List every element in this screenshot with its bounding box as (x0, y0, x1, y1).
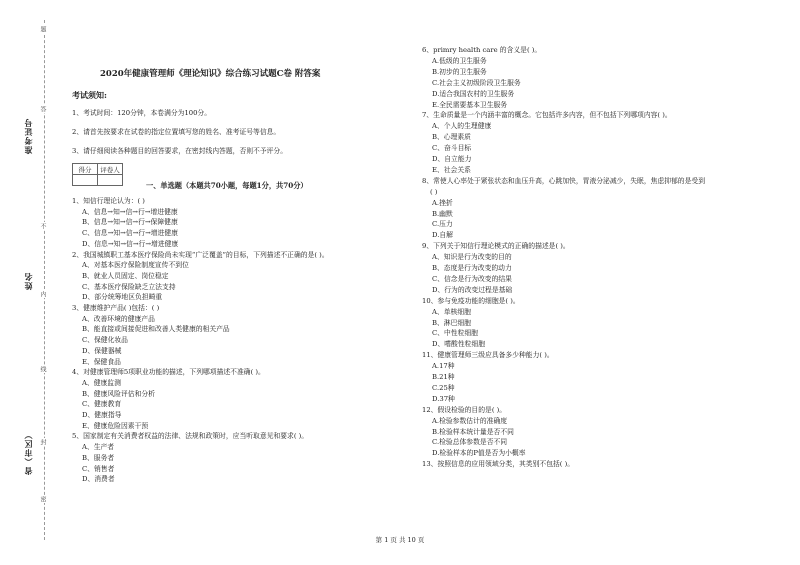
answer-option: D、部分统筹地区负担畸重 (82, 293, 163, 302)
answer-option: E、健康危险因素干预 (82, 421, 149, 430)
answer-option: D、行为的改变过程是基础 (432, 285, 513, 294)
answer-option: C.社会主义初级阶段卫生服务 (432, 78, 521, 87)
answer-option: E、保健食品 (82, 357, 121, 366)
answer-option: D.检验样本的P值是否为小概率 (432, 449, 526, 458)
question-text: 13、按照信息的应用领域分类，其类别不包括( )。 (422, 460, 575, 469)
answer-option: B、心理素质 (432, 133, 471, 142)
question-text: 3、健康维护产品( )包括：( ) (72, 304, 160, 312)
answer-option: A.低级的卫生服务 (432, 56, 487, 65)
answer-option: C、保健化妆品 (82, 336, 128, 345)
seal-mark: 题 (39, 26, 46, 32)
answer-option: A、信息→知→信→行→增进健康 (82, 207, 178, 216)
answer-option: A、单核细胞 (432, 307, 471, 316)
seal-mark: 不 (39, 223, 46, 229)
notice-item: 2、请首先按要求在试卷的指定位置填写您的姓名、准考证号等信息。 (72, 128, 281, 136)
question-text: 11、健康管理师三级应具备多少种能力( )。 (422, 351, 554, 360)
answer-option: B、就业人员固定、岗位稳定 (82, 271, 169, 280)
region-label: 省（市区） (23, 430, 33, 475)
answer-option: A、生产者 (82, 443, 115, 452)
page-footer: 第 1 页 共 10 页 (375, 536, 425, 544)
answer-option: C.25种 (432, 383, 455, 392)
answer-option: A.挫折 (432, 198, 453, 207)
name-label: 姓名 (23, 272, 33, 290)
seal-mark: 密 (39, 496, 46, 502)
question-text: 8、常使人心率处于紧张状态和血压升高，心跳加快，胃液分泌减少，失眠，焦虑抑郁的是受到 (422, 176, 705, 185)
question-text: 6、primry health care 的含义是( )。 (422, 46, 542, 54)
answer-option: D.自解 (432, 231, 453, 240)
answer-option: B.检验样本统计量是否不同 (432, 427, 514, 436)
answer-option: C、信息→知→信→行→增进健康 (82, 229, 178, 238)
question-text: 4、对健康管理师5项职业功能的描述，下列哪项描述不准确( )。 (72, 368, 265, 377)
question-text: 10、参与免疫功能的细胞是( )。 (422, 296, 520, 305)
section-title: 一、单选题（本题共70小题，每题1分，共70分） (146, 181, 308, 190)
answer-option: C、健康教育 (82, 400, 122, 409)
binding-margin (0, 0, 62, 565)
answer-option: C、中性粒细胞 (432, 329, 478, 338)
answer-option: B、态度是行为改变的动力 (432, 264, 512, 272)
answer-option: B、服务者 (82, 453, 115, 462)
answer-option: D.37种 (432, 394, 455, 403)
answer-option: C、奋斗目标 (432, 144, 472, 153)
answer-option: B.21种 (432, 373, 455, 381)
answer-option: E、社会关系 (432, 165, 471, 174)
page-title: 2020年健康管理师《理论知识》综合练习试题C卷 附答案 (100, 69, 321, 79)
answer-option: A、健康监测 (82, 378, 121, 387)
answer-option: B、淋巴细胞 (432, 318, 471, 327)
question-text: 9、下列关于知信行理论模式的正确的描述是( )。 (422, 242, 570, 251)
answer-option: C.检验总体参数是否不同 (432, 438, 508, 447)
grader-cell[interactable] (98, 175, 123, 186)
answer-option: D、保健器械 (82, 346, 122, 355)
answer-option: D、消费者 (82, 475, 115, 484)
answer-option: D、自立能力 (432, 155, 472, 163)
seal-mark: 封 (39, 439, 46, 445)
question-text: 5、国家制定有关消费者权益的法律、法规和政策时，应当听取意见和要求( )。 (72, 432, 309, 441)
answer-option: A.检验参数估计的准确度 (432, 416, 508, 425)
grader-cell-label: 评卷人 (98, 164, 123, 175)
seal-mark: 答 (39, 106, 46, 112)
answer-option: B、能直接或间接促进和改善人类健康的相关产品 (82, 325, 230, 334)
score-box (72, 163, 123, 186)
seal-mark: 线 (39, 366, 46, 372)
answer-option: D.适合我国农村的卫生服务 (432, 89, 515, 98)
answer-option: D、信息→知→信→行→增进健康 (82, 239, 179, 248)
answer-option: C、信念是行为改变的结果 (432, 274, 512, 283)
answer-option: A、对基本医疗保险制度宣传不到位 (82, 261, 189, 270)
notice-item: 1、考试时间：120分钟，本卷满分为100分。 (72, 109, 212, 117)
question-text: 7、生命质量是一个内涵丰富的概念。它包括许多内容，但不包括下列哪项内容( )。 (422, 111, 672, 120)
answer-option: A、知识是行为改变的目的 (432, 253, 512, 262)
answer-option: A、改善环境的健康产品 (82, 314, 155, 323)
answer-option: A、个人的生理健康 (432, 122, 492, 131)
seal-line (44, 20, 45, 540)
answer-option: B、健康风险评估和分析 (82, 389, 155, 398)
seal-mark: 内 (39, 291, 46, 297)
question-text: 12、假设检验的目的是( )。 (422, 405, 507, 414)
answer-option: D、健康指导 (82, 411, 122, 419)
score-cell[interactable] (73, 175, 98, 186)
answer-option: D、嗜酸性粒细胞 (432, 340, 486, 349)
answer-option: C、销售者 (82, 464, 115, 473)
answer-option: E.全民需要基本卫生服务 (432, 100, 508, 109)
notice-item: 3、请仔细阅读各种题目的回答要求，在密封线内答题，否则不予评分。 (72, 147, 288, 155)
answer-option: A.17种 (432, 362, 455, 371)
exam-id-label: 准考证号 (23, 118, 33, 154)
answer-option: C、基本医疗保险缺乏立法支持 (82, 282, 176, 291)
question-text: 1、知信行理论认为：( ) (72, 197, 145, 205)
notice-heading: 考试须知: (72, 90, 107, 100)
score-cell-label: 得分 (73, 164, 98, 175)
answer-option: B.幽默 (432, 209, 453, 218)
question-text: 2、我国城镇职工基本医疗保险尚未实现“广泛覆盖”的目标，下列描述不正确的是( )。 (72, 250, 329, 259)
answer-option: C.压力 (432, 220, 453, 229)
question-text-cont: ( ) (430, 187, 438, 196)
answer-option: B、信息→知→信→行→保障健康 (82, 218, 178, 227)
answer-option: B.初步的卫生服务 (432, 67, 487, 76)
